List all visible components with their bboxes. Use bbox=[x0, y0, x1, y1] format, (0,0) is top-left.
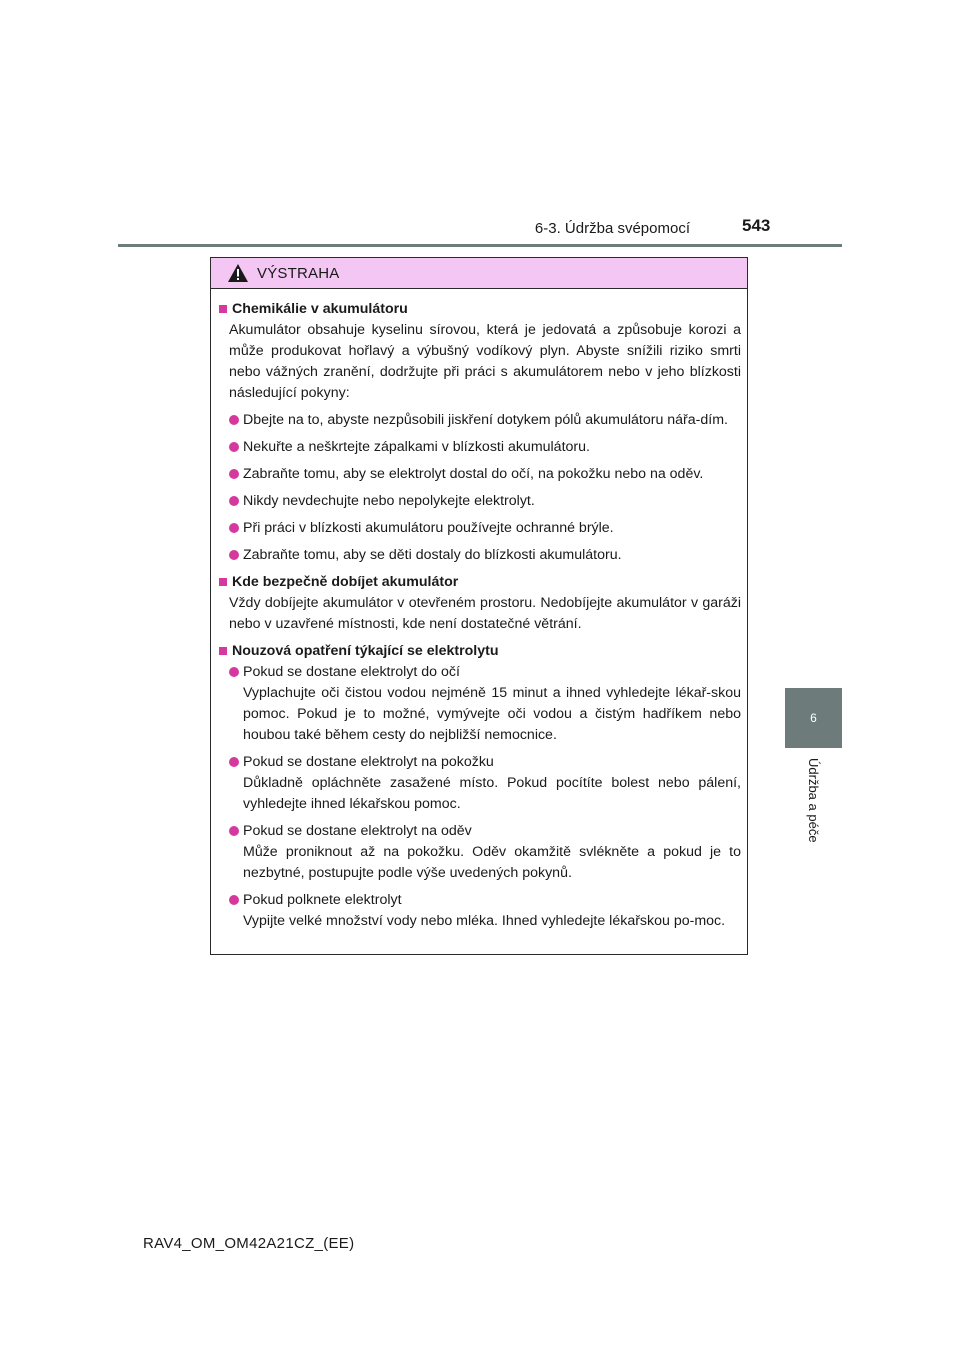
list-item-title: Pokud se dostane elektrolyt do očí bbox=[243, 664, 460, 680]
dot-bullet-icon bbox=[229, 415, 239, 425]
dot-bullet-icon bbox=[229, 550, 239, 560]
list-item-title: Pokud se dostane elektrolyt na oděv bbox=[243, 823, 472, 839]
list-item-title: Pokud se dostane elektrolyt na pokožku bbox=[243, 754, 494, 770]
square-bullet-icon bbox=[219, 647, 227, 655]
list-item bbox=[229, 662, 741, 746]
list-item bbox=[229, 437, 741, 458]
square-bullet-icon bbox=[219, 305, 227, 313]
list-item-body bbox=[243, 890, 741, 932]
header-divider bbox=[118, 244, 842, 247]
section-heading-text: Kde bezpečně dobíjet akumulátor bbox=[232, 574, 459, 590]
section-safe-charging bbox=[217, 572, 741, 635]
list-item bbox=[229, 491, 741, 512]
dot-bullet-icon bbox=[229, 895, 239, 905]
section-heading bbox=[217, 572, 741, 593]
list-item bbox=[229, 821, 741, 884]
section-heading-text: Nouzová opatření týkající se elektrolytu bbox=[232, 643, 499, 659]
list-item-text: Nikdy nevdechujte nebo nepolykejte elektrolyt. bbox=[243, 493, 535, 509]
list-item-text: Zabraňte tomu, aby se děti dostaly do blízkosti akumulátoru. bbox=[243, 547, 622, 563]
chapter-number: 6 bbox=[810, 711, 817, 725]
list-item-text: Zabraňte tomu, aby se elektrolyt dostal do očí, na pokožku nebo na oděv. bbox=[243, 466, 704, 482]
warning-title: VÝSTRAHA bbox=[257, 264, 340, 282]
dot-bullet-icon bbox=[229, 523, 239, 533]
list-item bbox=[229, 464, 741, 485]
list-item-body bbox=[243, 662, 741, 746]
dot-bullet-icon bbox=[229, 826, 239, 836]
dot-bullet-icon bbox=[229, 757, 239, 767]
list-item-text: Vypijte velké množství vody nebo mléka. Ihned vyhledejte lékařskou po-moc. bbox=[243, 913, 726, 929]
page-number: 543 bbox=[742, 216, 771, 235]
list-item-title: Pokud polknete elektrolyt bbox=[243, 892, 402, 908]
dot-bullet-icon bbox=[229, 667, 239, 677]
dot-bullet-icon bbox=[229, 496, 239, 506]
warning-body bbox=[211, 289, 747, 932]
section-title: 6-3. Údržba svépomocí bbox=[534, 220, 690, 237]
section-heading bbox=[217, 641, 741, 662]
square-bullet-icon bbox=[219, 578, 227, 586]
dot-bullet-icon bbox=[229, 469, 239, 479]
list-item bbox=[229, 890, 741, 932]
warning-header bbox=[211, 258, 747, 289]
list-item-body bbox=[243, 752, 741, 815]
list-item bbox=[229, 752, 741, 815]
list-item bbox=[229, 410, 741, 431]
chapter-label-text: Údržba a péče bbox=[806, 758, 821, 843]
document-code: RAV4_OM_OM42A21CZ_(EE) bbox=[143, 1235, 355, 1252]
section-paragraph: Vždy dobíjejte akumulátor v otevřeném prostoru. Nedobíjejte akumulátor v garáži nebo v uzavřené místnosti, kde není dostatečné větrání. bbox=[229, 595, 741, 632]
list-item-text: Důkladně opláchněte zasažené místo. Pokud pocítíte bolest nebo pálení, vyhledejte ihned lékařskou pomoc. bbox=[243, 775, 741, 812]
section-emergency-measures bbox=[217, 641, 741, 932]
list-item bbox=[229, 518, 741, 539]
warning-triangle-icon bbox=[227, 263, 249, 283]
section-heading bbox=[217, 299, 741, 320]
list-item-text: Při práci v blízkosti akumulátoru používejte ochranné brýle. bbox=[243, 520, 614, 536]
list-item-text: Vyplachujte oči čistou vodou nejméně 15 minut a ihned vyhledejte lékař-skou pomoc. Pokud je to možné, vymývejte oči vodou a čistým hadříkem nebo houbou také během cesty do nejbližší nemocnice. bbox=[243, 685, 741, 743]
section-paragraph: Akumulátor obsahuje kyselinu sírovou, která je jedovatá a způsobuje korozi a může produkovat hořlavý a výbušný vodíkový plyn. Abyste snížili riziko smrti nebo vážných zranění, dodržujte při práci s akumulátorem nebo v jeho blízkosti následující pokyny: bbox=[229, 322, 741, 401]
dot-bullet-icon bbox=[229, 442, 239, 452]
list-item-text: Nekuřte a neškrtejte zápalkami v blízkosti akumulátoru. bbox=[243, 439, 590, 455]
section-heading-text: Chemikálie v akumulátoru bbox=[232, 301, 408, 317]
chapter-label bbox=[785, 758, 842, 858]
section-battery-chemicals bbox=[217, 299, 741, 566]
warning-box bbox=[210, 257, 748, 955]
list-item bbox=[229, 545, 741, 566]
list-item-body bbox=[243, 821, 741, 884]
list-item-text: Dbejte na to, abyste nezpůsobili jiskření dotykem pólů akumulátoru nářa-dím. bbox=[243, 412, 728, 428]
list-item-text: Může proniknout až na pokožku. Oděv okamžitě svlékněte a pokud je to nezbytné, postupujte podle výše uvedených pokynů. bbox=[243, 844, 741, 881]
chapter-tab[interactable] bbox=[785, 688, 842, 748]
